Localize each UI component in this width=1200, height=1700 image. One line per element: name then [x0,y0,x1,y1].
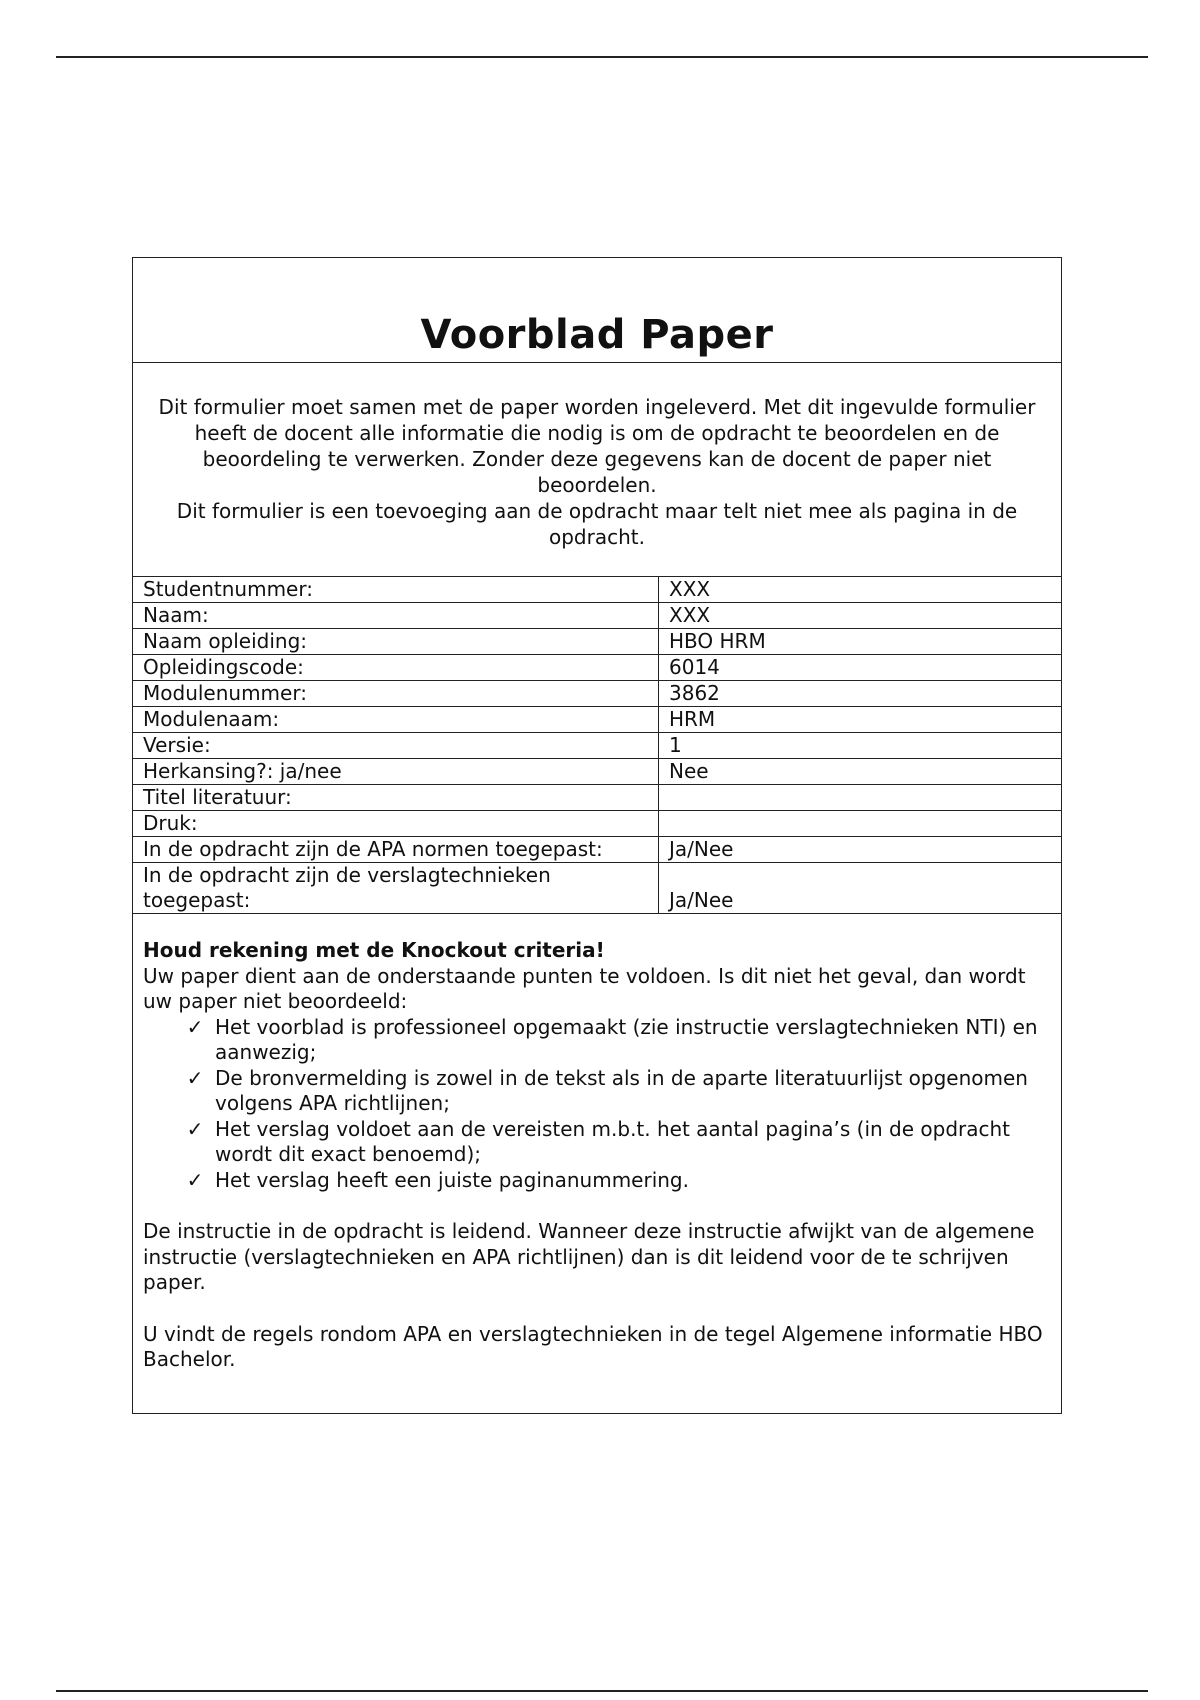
table-row [133,655,1061,681]
field-label: Naam opleiding: [133,629,659,655]
table-row [133,837,1061,863]
instruction-paragraph: De instructie in de opdracht is leidend. Wanneer deze instructie afwijkt van de algemene instructie (verslagtechnieken en APA richtlijnen) dan is dit leidend voor de te schrijven paper. [143,1219,1035,1294]
list-item-text: Het verslag heeft een juiste paginanummering. [215,1167,689,1192]
header-rule [56,56,1148,58]
table-row [133,759,1061,785]
knockout-heading: Houd rekening met de Knockout criteria! [143,938,605,962]
field-label: In de opdracht zijn de verslagtechnieken toegepast: [133,863,659,914]
knockout-criteria-section [133,914,1061,1413]
field-label: Opleidingscode: [133,655,659,681]
table-row [133,577,1061,603]
table-row [133,603,1061,629]
list-item [183,1117,1051,1168]
list-item [183,1168,1051,1194]
knockout-lead: Uw paper dient aan de onderstaande punten te voldoen. Is dit niet het geval, dan wordt uw paper niet beoordeeld: [143,963,1026,1013]
field-value[interactable]: Ja/Nee [659,863,1062,914]
intro-paragraph-2: Dit formulier is een toevoeging aan de opdracht maar telt niet mee als pagina in de opdracht. [176,499,1018,549]
field-value[interactable]: Nee [659,759,1062,785]
list-item-text: De bronvermelding is zowel in de tekst als in de aparte literatuurlijst opgenomen volgens APA richtlijnen; [215,1065,1028,1115]
list-item-text: Het verslag voldoet aan de vereisten m.b.t. het aantal pagina’s (in de opdracht wordt dit exact benoemd); [215,1116,1011,1166]
field-value[interactable]: HRM [659,707,1062,733]
fields-table [133,577,1061,914]
field-value[interactable]: HBO HRM [659,629,1062,655]
table-row [133,811,1061,837]
list-item [183,1066,1051,1117]
field-value[interactable] [659,811,1062,837]
checkmark-icon: ✓ [186,1014,204,1039]
list-item-text: Het voorblad is professioneel opgemaakt (zie instructie verslagtechnieken NTI) en aanwezig; [215,1014,1038,1064]
field-label: Modulenummer: [133,681,659,707]
rules-paragraph: U vindt de regels rondom APA en verslagtechnieken in de tegel Algemene informatie HBO Bachelor. [143,1321,1043,1371]
table-row [133,733,1061,759]
intro-text [133,363,1061,577]
field-value[interactable]: XXX [659,603,1062,629]
field-label: Studentnummer: [133,577,659,603]
checkmark-icon: ✓ [186,1167,204,1192]
field-label: Druk: [133,811,659,837]
footer-rule [56,1690,1148,1692]
cover-sheet-form [132,257,1062,1414]
table-row [133,785,1061,811]
intro-paragraph-1: Dit formulier moet samen met de paper worden ingeleverd. Met dit ingevulde formulier heeft de docent alle informatie die nodig is om de opdracht te beoordelen en de beoordeling te verwerken. Zonder deze gegevens kan de docent de paper niet beoordelen. [158,395,1036,497]
table-row [133,629,1061,655]
field-value[interactable]: XXX [659,577,1062,603]
field-label: Titel literatuur: [133,785,659,811]
checkmark-icon: ✓ [186,1116,204,1141]
field-label: Versie: [133,733,659,759]
title-row [133,258,1061,363]
page-title: Voorblad Paper [420,312,774,358]
list-item [183,1015,1051,1066]
table-row [133,707,1061,733]
field-label: Herkansing?: ja/nee [133,759,659,785]
field-label: Naam: [133,603,659,629]
checkmark-icon: ✓ [186,1065,204,1090]
table-row [133,863,1061,914]
field-label: In de opdracht zijn de APA normen toegepast: [133,837,659,863]
table-row [133,681,1061,707]
field-value[interactable]: Ja/Nee [659,837,1062,863]
field-label: Modulenaam: [133,707,659,733]
field-value[interactable]: 6014 [659,655,1062,681]
field-value[interactable] [659,785,1062,811]
field-value[interactable]: 3862 [659,681,1062,707]
knockout-checklist [143,1015,1051,1194]
field-value[interactable]: 1 [659,733,1062,759]
